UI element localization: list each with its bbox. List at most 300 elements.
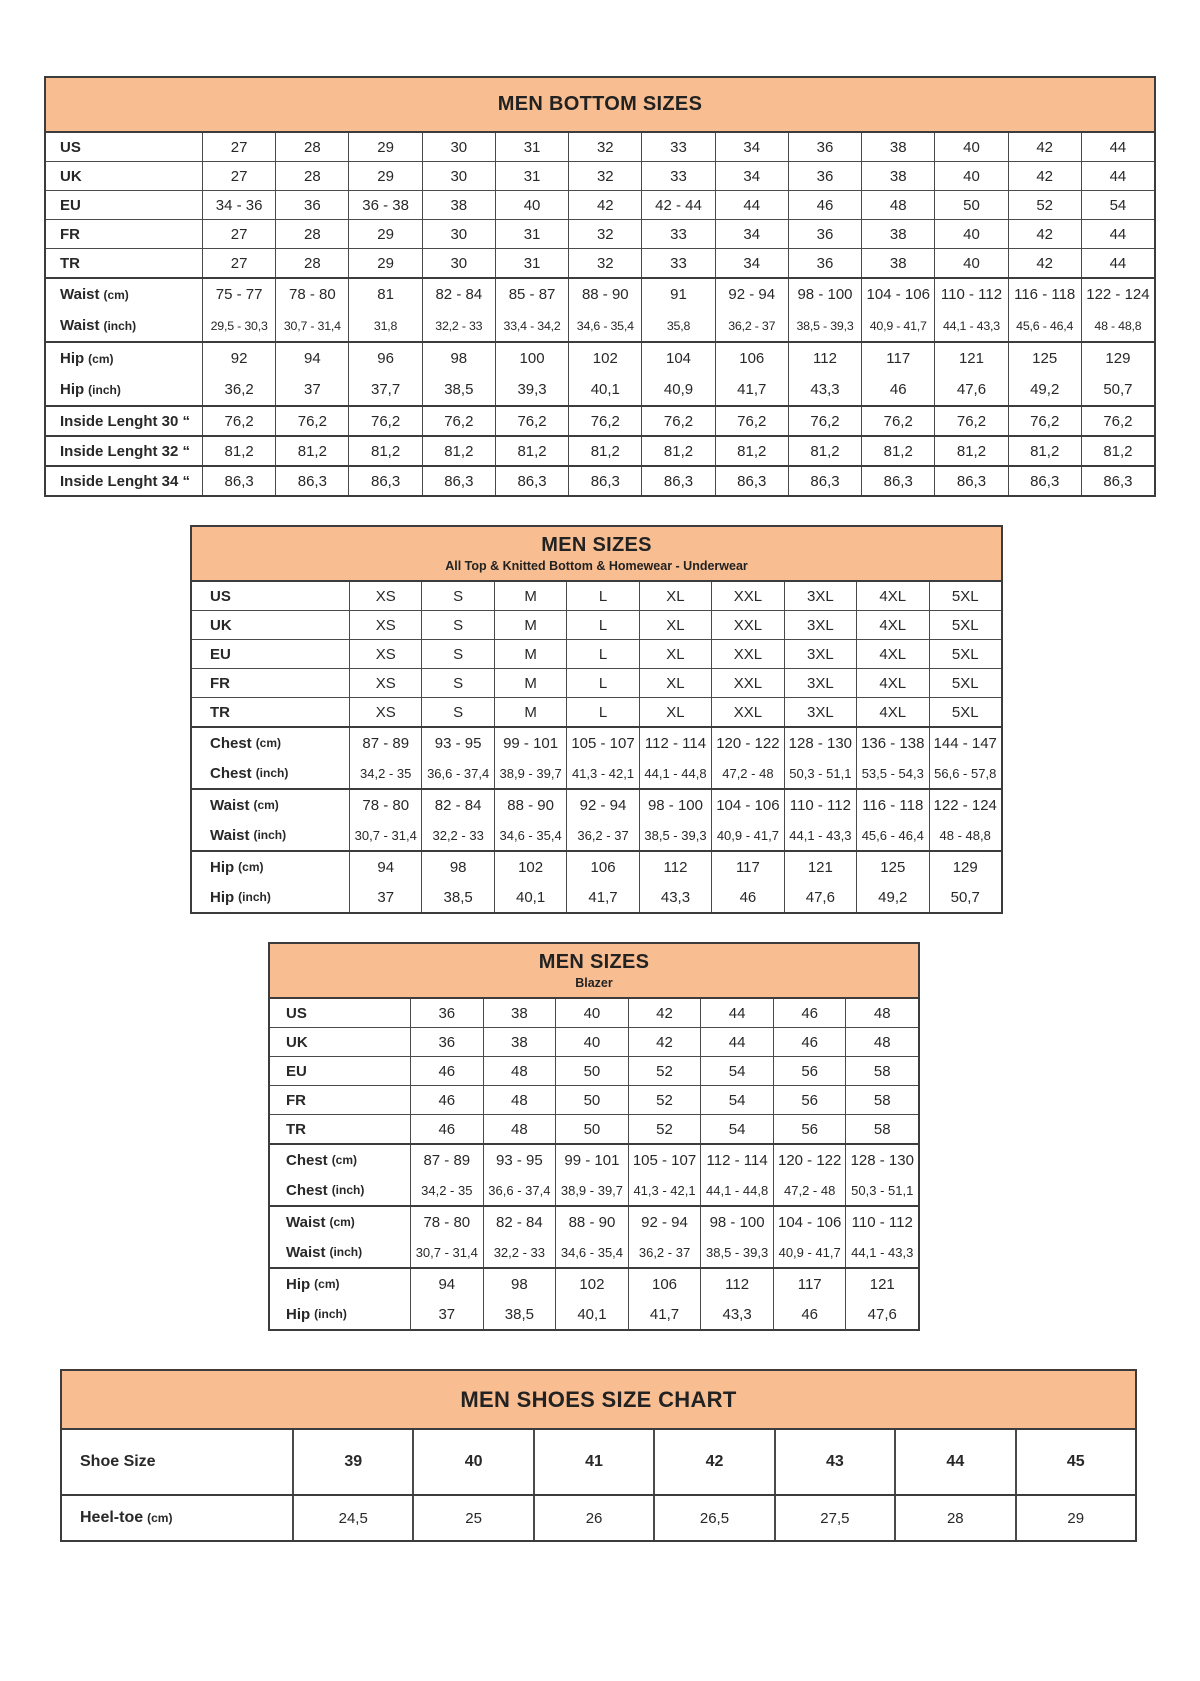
row-label — [270, 1028, 410, 1056]
row-label-text: FR — [60, 225, 80, 243]
cell: 93 - 95 — [483, 1145, 556, 1175]
row-label — [46, 374, 202, 405]
row-label-text: EU — [210, 645, 231, 663]
cell: 30 — [422, 249, 495, 277]
cell: 40,9 - 41,7 — [773, 1237, 846, 1267]
cell: 42 - 44 — [641, 191, 714, 219]
cell: 25 — [412, 1496, 532, 1540]
row-label-unit: (inch) — [255, 766, 289, 780]
men-bottom-sizes-table — [44, 76, 1156, 497]
table-body — [270, 999, 918, 1329]
cell: 86,3 — [641, 467, 714, 495]
cell: 82 - 84 — [483, 1207, 556, 1237]
row-group — [46, 465, 1154, 495]
cell: 76,2 — [568, 407, 641, 435]
cell: 27 — [202, 162, 275, 190]
cell: M — [494, 582, 566, 610]
cell: 86,3 — [788, 467, 861, 495]
table-row — [192, 728, 1001, 758]
cell: 38 — [483, 999, 556, 1027]
cell: 96 — [348, 343, 421, 374]
cell: 86,3 — [275, 467, 348, 495]
cell: 32,2 - 33 — [483, 1237, 556, 1267]
men-sizes-blazer-table — [268, 942, 920, 1331]
cell: 28 — [275, 220, 348, 248]
cell: 28 — [894, 1496, 1014, 1540]
cell: 34 — [715, 220, 788, 248]
cell: 98 — [421, 852, 493, 882]
cell: 50 — [555, 1115, 628, 1143]
cell: 81,2 — [1008, 437, 1081, 465]
table-row — [46, 219, 1154, 248]
cell: 125 — [1008, 343, 1081, 374]
row-label — [46, 310, 202, 341]
row-group — [62, 1430, 1135, 1494]
cell: 50 — [555, 1086, 628, 1114]
cell: 81,2 — [934, 437, 1007, 465]
cell: 40 — [934, 220, 1007, 248]
cell: 98 — [422, 343, 495, 374]
cell: 3XL — [784, 611, 856, 639]
cell: 112 - 114 — [639, 728, 711, 758]
cell: 86,3 — [715, 467, 788, 495]
row-label-text: EU — [286, 1062, 307, 1080]
cell: 88 - 90 — [494, 790, 566, 820]
cell: 117 — [711, 852, 783, 882]
cell: 52 — [628, 1057, 701, 1085]
cell: 36,2 — [202, 374, 275, 405]
cell: 31 — [495, 249, 568, 277]
row-label — [192, 820, 349, 850]
cell: 28 — [275, 133, 348, 161]
cell: 58 — [845, 1086, 918, 1114]
row-label-text: Waist — [210, 796, 250, 814]
row-label-text: Hip — [210, 858, 235, 876]
row-label-unit: (inch) — [331, 1183, 365, 1197]
cell: 46 — [711, 882, 783, 912]
cell: S — [421, 611, 493, 639]
cell: 98 - 100 — [700, 1207, 773, 1237]
row-label — [46, 191, 202, 219]
cell: 76,2 — [934, 407, 1007, 435]
cell: 81,2 — [788, 437, 861, 465]
cell: 92 — [202, 343, 275, 374]
cell: 36 — [275, 191, 348, 219]
cell: 46 — [788, 191, 861, 219]
row-label-text: UK — [286, 1033, 308, 1051]
row-label — [192, 728, 349, 758]
row-group — [270, 999, 918, 1143]
cell: XL — [639, 582, 711, 610]
cell: 5XL — [929, 669, 1001, 697]
cell: XXL — [711, 640, 783, 668]
cell: 86,3 — [202, 467, 275, 495]
cell: 42 — [653, 1430, 773, 1494]
cell: 35,8 — [641, 310, 714, 341]
cell: 48 — [483, 1086, 556, 1114]
cell: 50,7 — [929, 882, 1001, 912]
cell: 144 - 147 — [929, 728, 1001, 758]
cell: 54 — [700, 1115, 773, 1143]
cell: 86,3 — [422, 467, 495, 495]
cell: 86,3 — [861, 467, 934, 495]
cell: 26,5 — [653, 1496, 773, 1540]
cell: 44,1 - 43,3 — [845, 1237, 918, 1267]
row-label-text: Shoe Size — [80, 1453, 156, 1470]
cell: 76,2 — [861, 407, 934, 435]
cell: 94 — [275, 343, 348, 374]
cell: 40,9 — [641, 374, 714, 405]
cell: 50,3 - 51,1 — [845, 1175, 918, 1205]
cell: 76,2 — [1081, 407, 1154, 435]
row-label — [270, 1057, 410, 1085]
row-group — [192, 850, 1001, 912]
table-body — [62, 1430, 1135, 1540]
table-row — [46, 467, 1154, 495]
cell: 105 - 107 — [628, 1145, 701, 1175]
cell: 86,3 — [934, 467, 1007, 495]
cell: 36,2 - 37 — [628, 1237, 701, 1267]
cell: 47,2 - 48 — [711, 758, 783, 788]
table-row — [46, 190, 1154, 219]
cell: 112 - 114 — [700, 1145, 773, 1175]
cell: 38 — [422, 191, 495, 219]
cell: XS — [349, 698, 421, 726]
cell: 37 — [349, 882, 421, 912]
cell: 45 — [1015, 1430, 1135, 1494]
cell: 76,2 — [495, 407, 568, 435]
cell: 129 — [1081, 343, 1154, 374]
table-row — [270, 1269, 918, 1299]
table-row — [46, 374, 1154, 405]
cell: 56,6 - 57,8 — [929, 758, 1001, 788]
row-label-text: Chest — [210, 764, 252, 782]
table-row — [46, 310, 1154, 341]
cell: 41 — [533, 1430, 653, 1494]
cell: 94 — [349, 852, 421, 882]
cell: 28 — [275, 249, 348, 277]
cell: 102 — [494, 852, 566, 882]
cell: S — [421, 669, 493, 697]
cell: 44,1 - 43,3 — [934, 310, 1007, 341]
cell: 36 — [410, 1028, 483, 1056]
cell: 88 - 90 — [555, 1207, 628, 1237]
row-group — [46, 133, 1154, 277]
row-label-unit: (cm) — [314, 1277, 340, 1291]
row-group — [62, 1494, 1135, 1540]
cell: 86,3 — [1081, 467, 1154, 495]
cell: 54 — [700, 1086, 773, 1114]
cell: 121 — [845, 1269, 918, 1299]
cell: XL — [639, 669, 711, 697]
cell: 44 — [700, 1028, 773, 1056]
row-label — [270, 1299, 410, 1329]
table-row — [192, 790, 1001, 820]
cell: 52 — [628, 1115, 701, 1143]
table-header — [62, 1371, 1135, 1430]
cell: 88 - 90 — [568, 279, 641, 310]
cell: M — [494, 640, 566, 668]
cell: 81,2 — [715, 437, 788, 465]
table-header — [270, 944, 918, 999]
cell: 5XL — [929, 698, 1001, 726]
cell: 38 — [861, 249, 934, 277]
cell: 75 - 77 — [202, 279, 275, 310]
cell: 39 — [292, 1430, 412, 1494]
cell: 29 — [348, 220, 421, 248]
table-row — [46, 248, 1154, 277]
table-row — [270, 1085, 918, 1114]
cell: 46 — [410, 1057, 483, 1085]
cell: 81,2 — [275, 437, 348, 465]
table-title: MEN BOTTOM SIZES — [497, 93, 703, 115]
cell: 87 - 89 — [410, 1145, 483, 1175]
cell: 27 — [202, 249, 275, 277]
table-header — [192, 527, 1001, 582]
cell: M — [494, 611, 566, 639]
table-row — [270, 1056, 918, 1085]
row-label-text: US — [60, 138, 81, 156]
cell: 81,2 — [495, 437, 568, 465]
cell: 78 - 80 — [349, 790, 421, 820]
cell: 106 — [715, 343, 788, 374]
row-label-unit: (cm) — [253, 798, 279, 812]
cell: S — [421, 582, 493, 610]
cell: 34,6 - 35,4 — [494, 820, 566, 850]
row-label-text: TR — [60, 254, 80, 272]
cell: 58 — [845, 1057, 918, 1085]
cell: 29 — [1015, 1496, 1135, 1540]
table-row — [46, 343, 1154, 374]
row-label-text: US — [286, 1004, 307, 1022]
cell: 56 — [773, 1115, 846, 1143]
row-label — [270, 1237, 410, 1267]
cell: 41,7 — [715, 374, 788, 405]
table-row — [46, 161, 1154, 190]
table-row — [270, 999, 918, 1027]
cell: 3XL — [784, 640, 856, 668]
cell: 82 - 84 — [422, 279, 495, 310]
cell: 94 — [410, 1269, 483, 1299]
cell: 58 — [845, 1115, 918, 1143]
row-label — [46, 437, 202, 465]
cell: 99 - 101 — [494, 728, 566, 758]
cell: 36 - 38 — [348, 191, 421, 219]
cell: 81,2 — [348, 437, 421, 465]
cell: 102 — [568, 343, 641, 374]
row-group — [46, 341, 1154, 405]
cell: 34,2 - 35 — [349, 758, 421, 788]
row-label-text: Inside Lenght 30 “ — [60, 412, 191, 430]
cell: XL — [639, 698, 711, 726]
cell: 38,9 - 39,7 — [494, 758, 566, 788]
cell: 99 - 101 — [555, 1145, 628, 1175]
row-label-unit: (cm) — [329, 1215, 355, 1229]
cell: 27 — [202, 220, 275, 248]
cell: 28 — [275, 162, 348, 190]
cell: 54 — [1081, 191, 1154, 219]
cell: 56 — [773, 1086, 846, 1114]
row-label-text: Waist — [60, 317, 100, 334]
cell: 41,3 - 42,1 — [628, 1175, 701, 1205]
cell: 56 — [773, 1057, 846, 1085]
cell: 38,5 - 39,3 — [639, 820, 711, 850]
cell: 30,7 - 31,4 — [410, 1237, 483, 1267]
row-label — [46, 343, 202, 374]
row-label-text: Waist — [286, 1213, 326, 1231]
cell: 44 — [1081, 133, 1154, 161]
cell: 110 - 112 — [845, 1207, 918, 1237]
cell: 116 - 118 — [1008, 279, 1081, 310]
table-row — [192, 697, 1001, 726]
cell: 100 — [495, 343, 568, 374]
row-label-text: Chest — [286, 1151, 328, 1169]
cell: 40 — [412, 1430, 532, 1494]
cell: 112 — [788, 343, 861, 374]
cell: 98 - 100 — [788, 279, 861, 310]
row-label-text: Waist — [286, 1243, 326, 1261]
cell: 76,2 — [348, 407, 421, 435]
cell: 76,2 — [788, 407, 861, 435]
cell: 30 — [422, 162, 495, 190]
cell: 4XL — [856, 669, 928, 697]
row-label — [270, 999, 410, 1027]
table-row — [192, 882, 1001, 912]
table-body — [46, 133, 1154, 495]
cell: 86,3 — [1008, 467, 1081, 495]
cell: 81,2 — [641, 437, 714, 465]
row-label-text: FR — [286, 1091, 306, 1109]
cell: 4XL — [856, 611, 928, 639]
cell: 36,6 - 37,4 — [421, 758, 493, 788]
cell: 46 — [410, 1086, 483, 1114]
table-row — [270, 1207, 918, 1237]
cell: 76,2 — [1008, 407, 1081, 435]
table-row — [192, 852, 1001, 882]
cell: 31 — [495, 133, 568, 161]
cell: 86,3 — [495, 467, 568, 495]
row-label-text: US — [210, 587, 231, 605]
cell: 91 — [641, 279, 714, 310]
cell: 92 - 94 — [628, 1207, 701, 1237]
cell: 38 — [483, 1028, 556, 1056]
row-group — [270, 1205, 918, 1267]
cell: 31,8 — [348, 310, 421, 341]
cell: 34 — [715, 133, 788, 161]
cell: XXL — [711, 582, 783, 610]
cell: 136 - 138 — [856, 728, 928, 758]
cell: 34 - 36 — [202, 191, 275, 219]
cell: 98 — [483, 1269, 556, 1299]
row-label — [270, 1145, 410, 1175]
cell: 45,6 - 46,4 — [1008, 310, 1081, 341]
row-label-text: EU — [60, 196, 81, 214]
cell: 29 — [348, 249, 421, 277]
table-title: MEN SIZES — [538, 951, 650, 973]
row-label — [192, 582, 349, 610]
cell: 32 — [568, 249, 641, 277]
cell: 33 — [641, 220, 714, 248]
cell: XXL — [711, 669, 783, 697]
cell: 40 — [555, 999, 628, 1027]
cell: 38,5 — [421, 882, 493, 912]
cell: 106 — [566, 852, 638, 882]
table-row — [270, 1114, 918, 1143]
cell: 50,3 - 51,1 — [784, 758, 856, 788]
cell: 38,5 - 39,3 — [700, 1237, 773, 1267]
cell: 104 — [641, 343, 714, 374]
table-row — [192, 820, 1001, 850]
cell: 46 — [410, 1115, 483, 1143]
table-row — [270, 1145, 918, 1175]
cell: 5XL — [929, 640, 1001, 668]
cell: 120 - 122 — [773, 1145, 846, 1175]
cell: 47,6 — [845, 1299, 918, 1329]
row-label — [46, 279, 202, 310]
cell: 42 — [628, 1028, 701, 1056]
cell: 40 — [495, 191, 568, 219]
cell: 76,2 — [422, 407, 495, 435]
cell: 44 — [1081, 249, 1154, 277]
cell: M — [494, 698, 566, 726]
cell: 42 — [1008, 220, 1081, 248]
cell: 34,6 - 35,4 — [555, 1237, 628, 1267]
cell: 43,3 — [639, 882, 711, 912]
cell: 82 - 84 — [421, 790, 493, 820]
row-label-unit: (inch) — [103, 318, 137, 333]
cell: L — [566, 698, 638, 726]
row-label — [270, 1269, 410, 1299]
cell: 42 — [1008, 162, 1081, 190]
cell: 4XL — [856, 582, 928, 610]
cell: 92 - 94 — [566, 790, 638, 820]
cell: 128 - 130 — [784, 728, 856, 758]
cell: 41,3 - 42,1 — [566, 758, 638, 788]
cell: 36 — [788, 249, 861, 277]
cell: 46 — [773, 1299, 846, 1329]
row-label — [192, 698, 349, 726]
row-label-unit: (cm) — [238, 860, 264, 874]
cell: 53,5 - 54,3 — [856, 758, 928, 788]
cell: 38,9 - 39,7 — [555, 1175, 628, 1205]
cell: 34 — [715, 162, 788, 190]
table-header — [46, 78, 1154, 133]
row-label-unit: (inch) — [329, 1245, 363, 1259]
cell: 85 - 87 — [495, 279, 568, 310]
cell: 78 - 80 — [410, 1207, 483, 1237]
cell: 92 - 94 — [715, 279, 788, 310]
cell: 40 — [934, 162, 1007, 190]
row-group — [192, 582, 1001, 726]
cell: 43,3 — [788, 374, 861, 405]
cell: 48 — [845, 1028, 918, 1056]
cell: L — [566, 611, 638, 639]
cell: 48 — [845, 999, 918, 1027]
cell: 44 — [894, 1430, 1014, 1494]
cell: 44 — [715, 191, 788, 219]
men-shoes-size-chart-table — [60, 1369, 1137, 1542]
cell: 47,6 — [934, 374, 1007, 405]
cell: 47,6 — [784, 882, 856, 912]
cell: 36 — [410, 999, 483, 1027]
cell: 31 — [495, 162, 568, 190]
cell: 112 — [700, 1269, 773, 1299]
cell: 29 — [348, 133, 421, 161]
row-label — [62, 1496, 292, 1540]
table-title: MEN SHOES SIZE CHART — [460, 1386, 737, 1412]
cell: 40,1 — [568, 374, 641, 405]
cell: 36 — [788, 133, 861, 161]
